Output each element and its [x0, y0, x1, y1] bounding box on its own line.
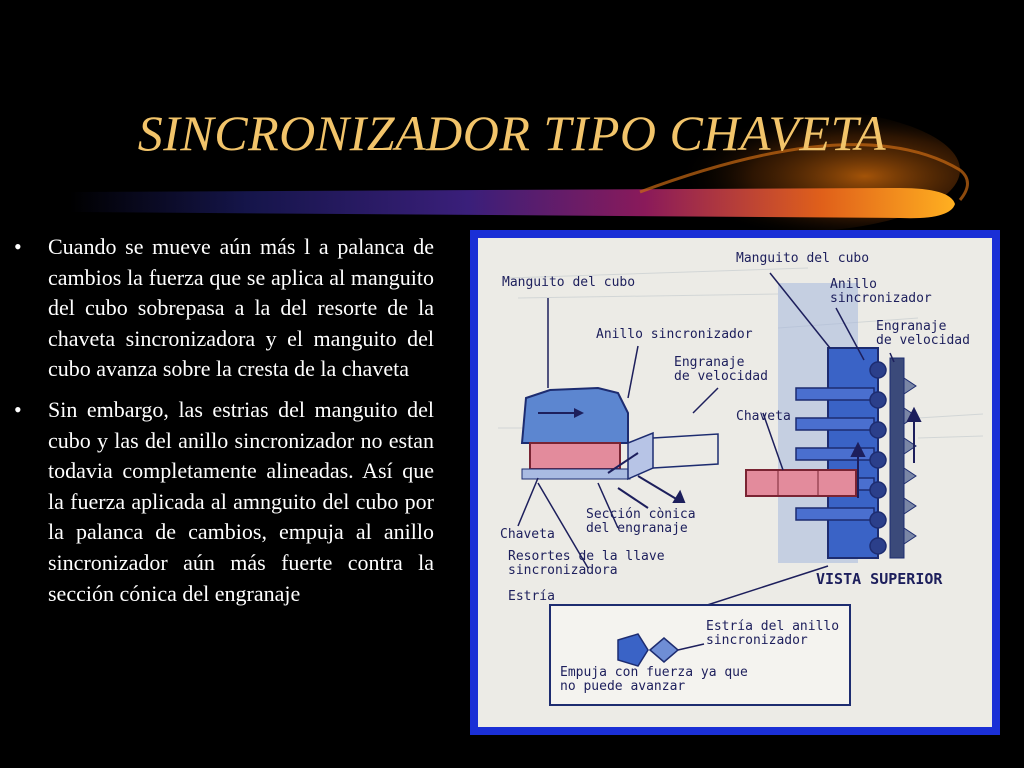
label-engranaje-right: Engranaje de velocidad	[876, 319, 970, 348]
bullet-icon: •	[14, 396, 22, 422]
label-chaveta-left: Chaveta	[500, 527, 555, 542]
label-estria-anillo: Estría del anillo sincronizador	[706, 619, 840, 648]
synchronizer-diagram	[470, 230, 1000, 735]
bullet-icon: •	[14, 234, 22, 259]
label-anillo-mid: Anillo sincronizador	[596, 327, 753, 342]
label-anillo-top: Anillo sincronizador	[830, 277, 932, 306]
label-engranaje-mid: Engranaje de velocidad	[674, 355, 768, 384]
bullet-item	[14, 232, 434, 385]
bullet-text: Sin embargo, las estrias del manguito del cubo y las del anillo sincronizador no estan todavia completamente alineadas. Así que la fuerza aplicada al amnguito del cubo por la palanca de cambios, empuja al anillo sincronizador aún más fuerte contra la sección cónica del engranaje	[48, 396, 434, 606]
slide-title: SINCRONIZADOR TIPO CHAVETA	[137, 105, 887, 161]
diagram-drawing	[478, 238, 992, 727]
label-resortes: Resortes de la llave sincronizadora	[508, 549, 665, 578]
label-estria: Estría	[508, 589, 555, 604]
label-vista-superior: VISTA SUPERIOR	[816, 570, 943, 588]
bullet-text: Cuando se mueve aún más l a palanca de cambios la fuerza que se aplica al manguito del cubo sobrepasa a la del resorte de la chaveta sincronizadora y el manguito del cubo avanza sobre la cresta de la chaveta	[48, 234, 434, 382]
label-manguito-top: Manguito del cubo	[736, 251, 870, 266]
label-empuja: Empuja con fuerza ya que no puede avanzar	[560, 665, 748, 694]
bullet-list	[14, 232, 434, 619]
label-manguito-left: Manguito del cubo	[502, 275, 636, 290]
label-seccion-conica: Sección cònica del engranaje	[586, 507, 696, 536]
label-chaveta-mid: Chaveta	[736, 409, 791, 424]
bullet-item	[14, 395, 434, 609]
